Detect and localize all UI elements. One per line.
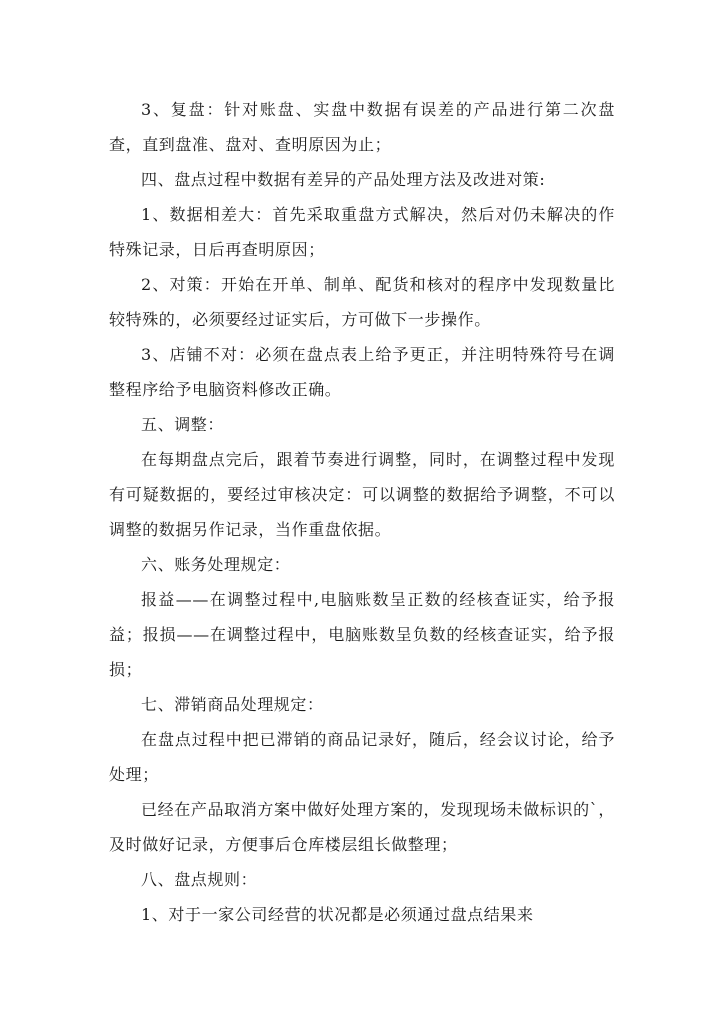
- heading-section-7: 七、滞销商品处理规定：: [141, 695, 324, 714]
- heading-section-4: 四、盘点过程中数据有差异的产品处理方法及改进对策:: [141, 170, 546, 189]
- paragraph-recount: 3、复盘：针对账盘、实盘中数据有误差的产品进行第二次盘查，直到盘准、盘对、查明原因为止；: [109, 100, 615, 154]
- heading-section-8: 八、盘点规则：: [141, 870, 258, 889]
- heading-section-6: 六、账务处理规定：: [141, 555, 291, 574]
- paragraph-accounting: 报益——在调整过程中,电脑账数呈正数的经核查证实，给予报益；报损——在调整过程中，电脑账数呈负数的经核查证实，给予报损；: [109, 590, 615, 679]
- paragraph-cancelled-products: 已经在产品取消方案中做好处理方案的，发现现场未做标识的`，及时做好记录，方便事后仓库楼层组长做整理；: [109, 800, 615, 854]
- document-body: [109, 92, 615, 932]
- paragraph-adjustment: 在每期盘点完后，跟着节奏进行调整，同时，在调整过程中发现有可疑数据的，要经过审核决定：可以调整的数据给予调整，不可以调整的数据另作记录，当作重盘依据。: [109, 450, 615, 539]
- paragraph-slow-moving: 在盘点过程中把已滞销的商品记录好，随后，经会议讨论，给予处理；: [109, 730, 615, 784]
- paragraph-store-mismatch: 3、店铺不对：必须在盘点表上给予更正，并注明特殊符号在调整程序给予电脑资料修改正确。: [109, 345, 615, 399]
- paragraph-inventory-rules: 1、对于一家公司经营的状况都是必须通过盘点结果来: [141, 905, 534, 924]
- heading-section-5: 五、调整：: [141, 415, 225, 434]
- paragraph-large-difference: 1、数据相差大：首先采取重盘方式解决，然后对仍未解决的作特殊记录，日后再查明原因；: [109, 205, 615, 259]
- paragraph-countermeasure: 2、对策：开始在开单、制单、配货和核对的程序中发现数量比较特殊的，必须要经过证实后，方可做下一步操作。: [109, 275, 615, 329]
